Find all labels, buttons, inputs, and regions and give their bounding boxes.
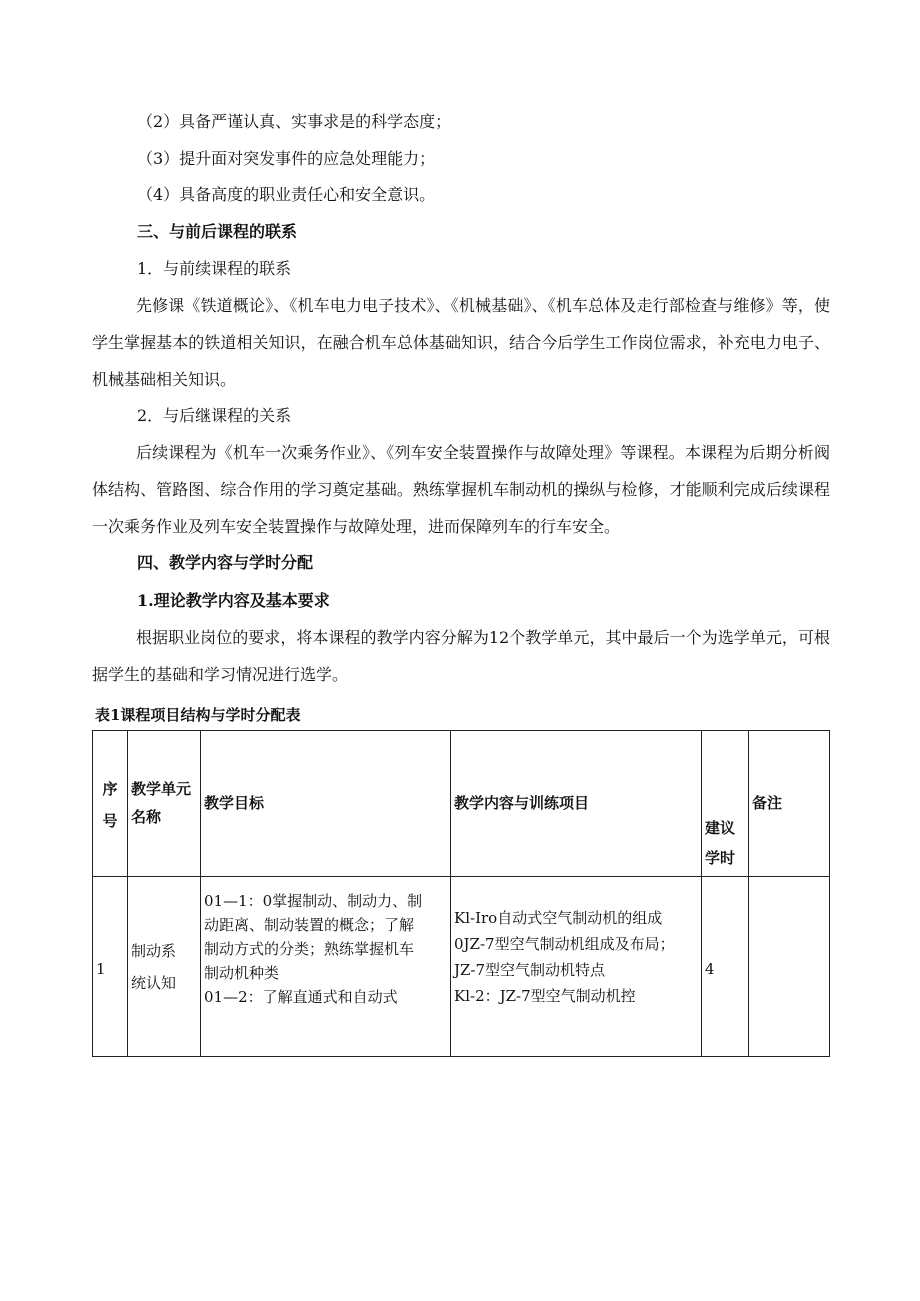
cell-unit-name <box>128 877 201 1057</box>
cell-seq: 1 <box>93 877 128 1057</box>
cell-goal-line3: 制动方式的分类；熟练掌握机车 <box>204 940 415 958</box>
header-hours-line2: 学时 <box>705 849 736 867</box>
cell-goal-line2: 动距离、制动装置的概念；了解 <box>204 916 415 934</box>
list-item-4: （4）具备高度的职业责任心和安全意识。 <box>137 185 436 204</box>
header-hours <box>702 731 749 877</box>
cell-goal <box>201 877 451 1057</box>
paragraph-later-courses <box>92 434 830 545</box>
paragraph-theory-content <box>92 619 830 693</box>
cell-goal-line5: 01—2：了解直通式和自动式 <box>204 988 398 1006</box>
header-hours-line1: 建议 <box>705 819 736 837</box>
cell-hours: 4 <box>702 877 749 1057</box>
header-seq <box>93 731 128 877</box>
cell-content-line3: JZ-7型空气制动机特点 <box>454 961 606 979</box>
header-note: 备注 <box>749 731 830 877</box>
paragraph-prior-courses <box>92 287 830 398</box>
cell-content-line1: Kl-Iro自动式空气制动机的组成 <box>454 909 663 927</box>
subheading-prior-courses: 1．与前续课程的联系 <box>137 259 292 278</box>
cell-note <box>749 877 830 1057</box>
list-item-3: （3）提升面对突发事件的应急处理能力； <box>137 149 436 168</box>
header-goal: 教学目标 <box>201 731 451 877</box>
subheading-theory-content: 1.理论教学内容及基本要求 <box>137 591 330 610</box>
table-caption: 表1课程项目结构与学时分配表 <box>95 706 301 724</box>
header-unit-line1: 教学单元 <box>131 780 192 798</box>
list-item-2: （2）具备严谨认真、实事求是的科学态度； <box>137 112 452 131</box>
cell-goal-line4: 制动机种类 <box>204 964 280 982</box>
cell-content <box>451 877 702 1057</box>
header-seq-line2: 号 <box>102 812 118 830</box>
paragraph-theory-content-text: 根据职业岗位的要求，将本课程的教学内容分解为12个教学单元，其中最后一个为选学单元，可根据学生的基础和学习情况进行选学。 <box>92 628 830 684</box>
header-content: 教学内容与训练项目 <box>451 731 702 877</box>
section-heading-3: 三、与前后课程的联系 <box>137 222 298 241</box>
table-header-row <box>93 731 830 877</box>
paragraph-prior-courses-text: 先修课《铁道概论》、《机车电力电子技术》、《机械基础》、《机车总体及走行部检查与维修》等，使学生掌握基本的铁道相关知识，在融合机车总体基础知识，结合今后学生工作岗位需求，补充电力电子、机械基础相关知识。 <box>92 296 830 389</box>
cell-unit-line1: 制动系 <box>131 942 177 960</box>
cell-content-line4: Kl-2：JZ-7型空气制动机控 <box>454 987 636 1005</box>
cell-content-line2: 0JZ-7型空气制动机组成及布局； <box>454 935 675 953</box>
section-heading-4: 四、教学内容与学时分配 <box>137 553 314 572</box>
header-seq-line1: 序 <box>102 780 118 798</box>
subheading-later-courses: 2．与后继课程的关系 <box>137 406 292 425</box>
header-unit-line2: 名称 <box>131 808 162 826</box>
paragraph-later-courses-text: 后续课程为《机车一次乘务作业》、《列车安全装置操作与故障处理》等课程。本课程为后期分析阀体结构、管路图、综合作用的学习奠定基础。熟练掌握机车制动机的操纵与检修，才能顺利完成后续课程一次乘务作业及列车安全装置操作与故障处理，进而保障列车的行车安全。 <box>92 443 830 536</box>
course-structure-table <box>92 730 830 1057</box>
table-row <box>93 877 830 1057</box>
cell-goal-line1: 01—1：0掌握制动、制动力、制 <box>204 892 423 910</box>
header-unit-name <box>128 731 201 877</box>
cell-unit-line2: 统认知 <box>131 974 177 992</box>
